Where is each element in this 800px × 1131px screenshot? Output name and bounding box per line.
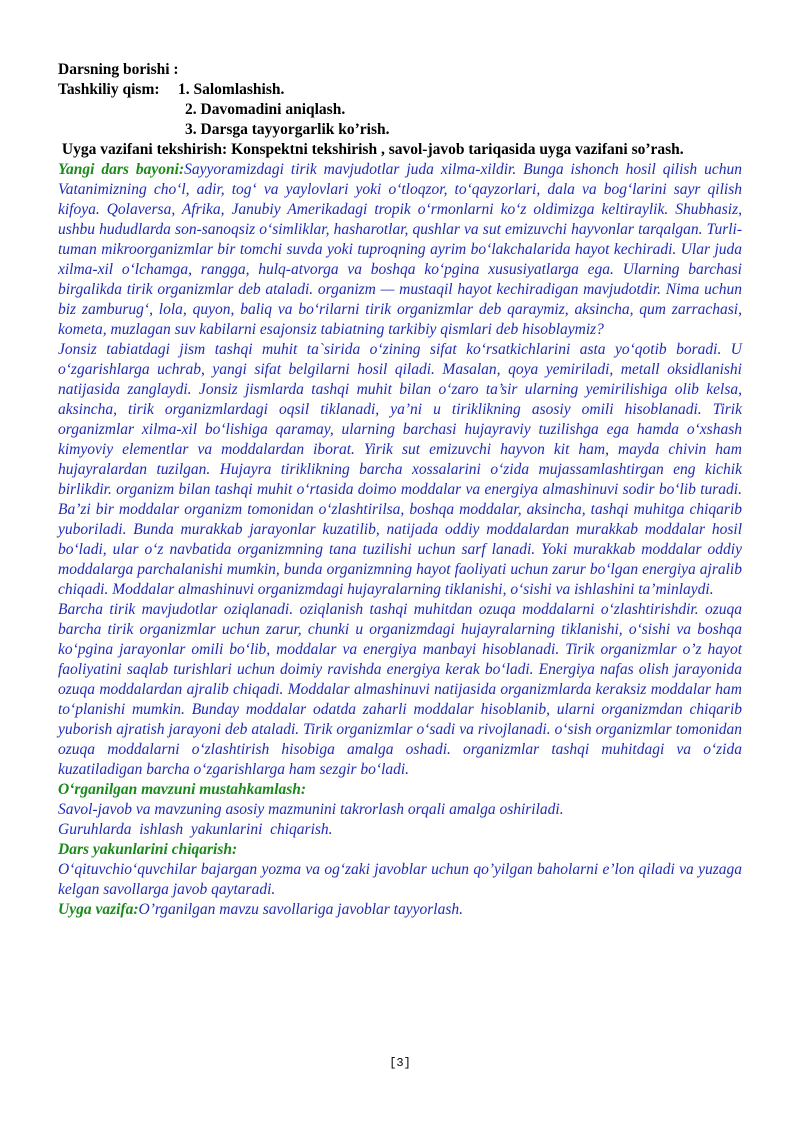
homework-text: O’rganilgan mavzu savollariga javoblar tayyorlash.: [138, 901, 463, 918]
new-topic-text-1: Sayyoramizdagi tirik mavjudotlar juda xilma-xildir. Bunga ishonch hosil qilish uchun Vatanimizning cho‘l, adir, tog‘ va yaylovlari yoki o‘tloqzor, to‘qayzorlari, dala va bog‘larini sayr qilish kifoya. Qolaversa, Afrika, Janubiy Amerikadagi tropik o‘rmonlarni ko‘z oldimizga keltiraylik. Shubhasiz, ushbu hududlarda son-sanoqsiz o‘simliklar, hasharotlar, qushlar va sut emizuvchi hayvonlar tarqalgan. Turli-tuman mikroorganizmlar bir tomchi suvda yoki tuproqning ayrim bo‘lakchalarida hayot kechiradi. Ular juda xilma-xil o‘lchamga, rangga, hulq-atvorga va boshqa ko‘pgina xususiyatlarga ega. Ularning barchasi birgalikda tirik organizmlar deb ataladi. organizm — mustaqil hayot kechiradigan mavjudotdir. Nima uchun biz zamburug‘, lola, quyon, baliq va bo‘rilarni tirik organizmlar deb qaraymiz, aksincha, qum zarrachasi, kometa, muzlagan suv kabilarni esajonsiz tabiatning tarkibiy qismlari deb hisoblaymiz?: [58, 161, 742, 338]
homework-check: Uyga vazifani tekshirish: Konspektni tekshirish , savol-javob tariqasida uyga vazifani so’rash.: [58, 141, 684, 158]
reinforce-line-1: Savol-javob va mavzuning asosiy mazmunini takrorlash orqali amalga oshiriladi.: [58, 801, 564, 818]
homework-heading: Uyga vazifa:: [58, 901, 139, 918]
org-row: [58, 80, 742, 100]
new-topic-heading: Yangi dars bayoni:: [58, 161, 185, 178]
reinforce-heading: O‘rganilgan mavzuni mustahkamlash:: [58, 781, 307, 798]
new-topic-paragraph-3: Barcha tirik mavjudotlar oziqlanadi. oziqlanish tashqi muhitdan ozuqa moddalarni o‘zlashtirishdir. ozuqa barcha tirik organizmlar uchun zarur, chunki u organizmdagi hujayralarning tiklanishi, o‘sishi va boshqa ko‘pgina jarayonlar omili bo‘lib, moddalar va energiya manbayi hisoblanadi. Tirik organizmlar o’z hayot faoliyatini saqlab turishlari uchun doimiy ravishda energiya kerak bo‘ladi. Energiya nafas olish jarayonida ozuqa moddalardan ajralib chiqadi. Moddalar almashinuvi natijasida organizmlarda keraksiz moddalar ham to‘planishi mumkin. Bunday moddalar odatda zaharli moddalar hisoblanib, ularni organizmdan chiqarib yuborish ajratish jarayoni deb ataladi. Tirik organizmlar o‘sadi va rivojlanadi. o‘sish organizmlar tomonidan ozuqa moddalarni o‘zlashtirish hisobiga amalga oshadi. organizmlar tashqi muhitdagi va o‘zida kuzatiladigan barcha o‘zgarishlarga ham sezgir bo‘ladi.: [58, 601, 742, 778]
reinforce-line-2: Guruhlarda ishlash yakunlarini chiqarish.: [58, 821, 333, 838]
new-topic-paragraph-1: [58, 160, 742, 340]
page-number: [3]: [389, 1056, 411, 1070]
org-item-3: 3. Darsga tayyorgarlik ko’rish.: [185, 121, 390, 138]
summary-heading: Dars yakunlarini chiqarish:: [58, 841, 238, 858]
new-topic-paragraph-2: Jonsiz tabiatdagi jism tashqi muhit ta`sirida o‘zining sifat ko‘rsatkichlarini asta yo‘qotib boradi. U o‘zgarishlarga uchrab, yangi sifat belgilarni hosil qiladi. Masalan, qoya yemiriladi, metall oksidlanishi natijasida zanglaydi. Jonsiz jismlarda tashqi muhit bilan o‘zaro ta’sir ularning yemirilishiga olib kelsa, aksincha, tirik organizmlardagi oqsil tiklanadi, ya’ni u tiriklikning asosiy omili hisoblanadi. Tirik organizmlar xilma-xil bo‘lishiga qaramay, ularning barchasi hujayraviy tuzilishga ega hamda o‘xshash kimyoviy elementlar va moddalardan iborat. Yirik sut emizuvchi hayvon kit ham, mayda chivin ham hujayralardan tuzilgan. Hujayra tiriklikning barcha xossalarini o‘zida mujassamlashtirgan eng kichik birlikdir. organizm bilan tashqi muhit o‘rtasida doimo moddalar va energiya almashinuvi sodir bo‘lib turadi. Ba’zi bir moddalar organizm tomonidan o‘zlashtirilsa, boshqa moddalar, aksincha, tashqi muhitga chiqarib yuboriladi. Bunda murakkab jarayonlar kuzatilib, natijada oddiy moddalardan murakkab moddalar hosil bo‘ladi, ular o‘z navbatida organizmning tana tuzilishi uchun sarf lanadi. Yoki murakkab moddalar oddiy moddalarga parchalanishi mumkin, bunda organizmning hayot faoliyati uchun zarur bo‘lgan energiya ajralib chiqadi. Moddalar almashinuvi organizmdagi hujayralarning tiklanishi, o‘sishi va ishlashini ta’minlaydi.: [58, 341, 742, 598]
org-item-1: 1. Salomlashish.: [178, 81, 285, 98]
org-item-2: 2. Davomadini aniqlash.: [185, 101, 346, 118]
summary-text: O‘qituvchio‘quvchilar bajargan yozma va og‘zaki javoblar uchun qo’yilgan baholarni e’lon qiladi va yuzaga kelgan savollarga javob qaytaradi.: [58, 861, 742, 898]
document-page: [58, 60, 742, 920]
org-label: Tashkiliy qism:: [58, 81, 160, 98]
lesson-title: Darsning borishi :: [58, 61, 179, 78]
homework-line: [58, 900, 742, 920]
